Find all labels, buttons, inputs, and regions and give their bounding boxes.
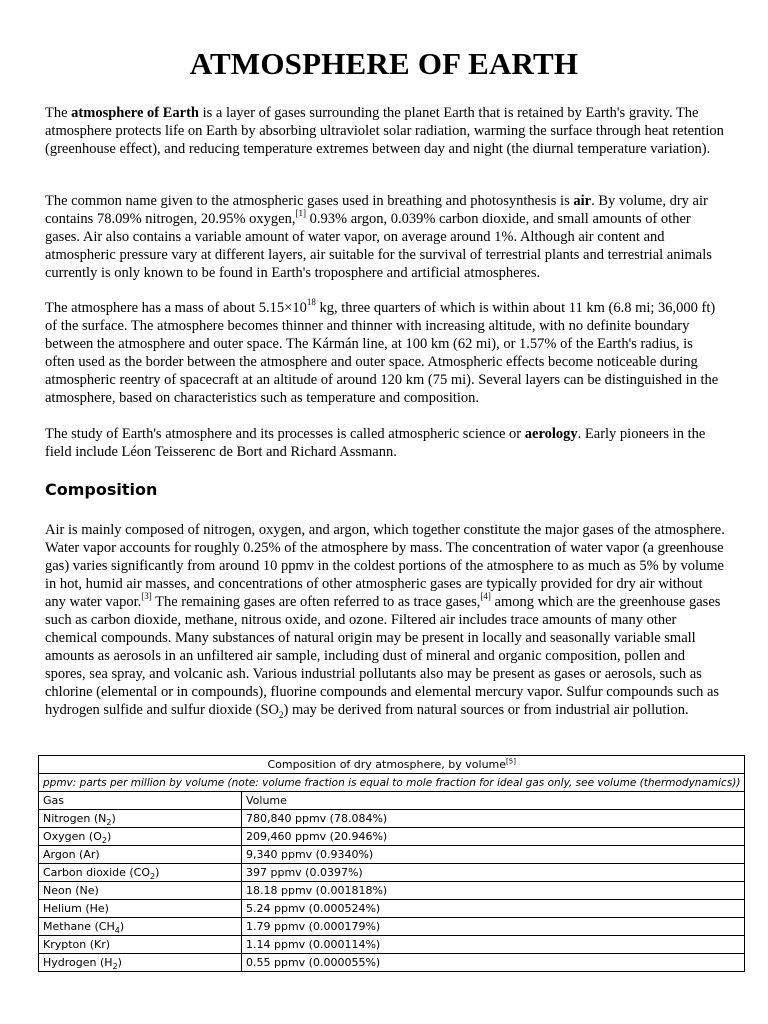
study-text-2: . Early pioneers in the field include Léon Teisserenc de Bort and Richard Assmann. <box>45 426 706 460</box>
mass-exponent: 18 <box>306 297 316 308</box>
volume-cell: 1.14 ppmv (0.000114%) <box>242 936 745 954</box>
table-body <box>39 810 745 972</box>
composition-text-3: among which are the greenhouse gases such as carbon dioxide, methane, nitrous oxide, and ozone. Filtered air includes trace amounts of many other chemical compounds. Many substances of natural origin may be present in locally and seasonally variable small amounts as aerosols in an unfiltered air sample, including dust of mineral and organic composition, pollen and spores, sea spray, and volcanic ash. Various industrial pollutants also may be present as gases or aerosols, such as chlorine (elemental or in compounds), fluorine compounds and elemental mercury vapor. Sulfur compounds such as hydrogen sulfide and sulfur dioxide (SO <box>45 594 721 718</box>
composition-paragraph <box>45 521 725 719</box>
gas-close-paren: ) <box>119 919 125 933</box>
volume-cell: 9,340 ppmv (0.9340%) <box>242 846 745 864</box>
table-caption-text: Composition of dry atmosphere, by volume <box>267 757 507 771</box>
volume-cell: 0.55 ppmv (0.000055%) <box>242 954 745 972</box>
mass-text-2: kg, three quarters of which is within about 11 km (6.8 mi; 36,000 ft) of the surface. The atmosphere becomes thinner and thinner with increasing altitude, with no definite boundary between the atmosphere and outer space. The Kármán line, at 100 km (62 mi), or 1.57% of the Earth's radius, is often used as the border between the atmosphere and outer space. Atmospheric effects become noticeable during atmospheric reentry of spacecraft at an altitude of around 120 km (75 mi). Several layers can be distinguished in the atmosphere, based on characteristics such as temperature and composition. <box>45 300 719 406</box>
volume-cell: 397 ppmv (0.0397%) <box>242 864 745 882</box>
gas-cell <box>39 828 242 846</box>
page-title: ATMOSPHERE OF EARTH <box>189 46 579 81</box>
gas-name: Carbon dioxide (CO <box>43 865 150 879</box>
volume-cell: 209,460 ppmv (20.946%) <box>242 828 745 846</box>
gas-subscript: 2 <box>150 871 156 881</box>
table-row <box>39 900 745 918</box>
air-text-1: The common name given to the atmospheric gases used in breathing and photosynthesis is <box>45 193 574 209</box>
gas-subscript: 2 <box>106 817 112 827</box>
mass-paragraph <box>45 299 725 407</box>
gas-name: Hydrogen (H <box>43 955 113 969</box>
table-note-row <box>39 774 745 792</box>
table-row <box>39 936 745 954</box>
table-row <box>39 828 745 846</box>
gas-cell <box>39 900 242 918</box>
gas-cell <box>39 810 242 828</box>
gas-cell <box>39 864 242 882</box>
gas-name: Methane (CH <box>43 919 115 933</box>
composition-text-2: The remaining gases are often referred to as trace gases, <box>151 594 481 610</box>
composition-table <box>38 755 745 972</box>
air-paragraph <box>45 192 725 282</box>
gas-close-paren: ) <box>117 955 122 969</box>
air-bold-term: air <box>573 193 592 209</box>
mass-text-1: The atmosphere has a mass of about 5.15×10 <box>45 300 307 316</box>
volume-cell: 1.79 ppmv (0.000179%) <box>242 918 745 936</box>
composition-text-4: ) may be derived from natural sources or from industrial air pollution. <box>283 702 689 718</box>
volume-cell: 18.18 ppmv (0.001818%) <box>242 882 745 900</box>
gas-cell <box>39 918 242 936</box>
table-row <box>39 918 745 936</box>
study-paragraph <box>45 425 725 461</box>
table-header-row <box>39 792 745 810</box>
gas-close-paren: ) <box>155 865 160 879</box>
composition-text-1: Air is mainly composed of nitrogen, oxygen, and argon, which together constitute the major gases of the atmosphere. Water vapor accounts for roughly 0.25% of the atmosphere by mass. The concentration of water vapor (a greenhouse gas) varies significantly from around 10 ppmv in the coldest portions of the atmosphere to as much as 5% by volume in hot, humid air masses, and concentrations of other atmospheric gases are typically provided for dry air without any water vapor. <box>45 522 725 610</box>
table-caption-row <box>39 756 745 774</box>
table-row <box>39 954 745 972</box>
gas-close-paren: ) <box>111 811 116 825</box>
table-note: ppmv: parts per million by volume (note: volume fraction is equal to mole fraction for ideal gas only, see volume (thermodynamics)) <box>39 774 745 792</box>
reference-4-link[interactable]: [4] <box>480 591 491 602</box>
gas-subscript: 2 <box>112 961 118 971</box>
gas-cell <box>39 882 242 900</box>
reference-5-link[interactable]: [5] <box>506 756 516 765</box>
gas-cell <box>39 954 242 972</box>
gas-name: Helium (He) <box>43 901 109 915</box>
gas-name: Neon (Ne) <box>43 883 99 897</box>
gas-cell <box>39 846 242 864</box>
table-row <box>39 846 745 864</box>
gas-cell <box>39 936 242 954</box>
intro-paragraph <box>45 104 725 158</box>
column-header-volume: Volume <box>242 792 745 810</box>
table-row <box>39 864 745 882</box>
composition-heading: Composition <box>45 480 158 499</box>
so2-subscript: 2 <box>278 709 284 720</box>
gas-name: Nitrogen (N <box>43 811 107 825</box>
gas-subscript: 2 <box>101 835 107 845</box>
volume-cell: 780,840 ppmv (78.084%) <box>242 810 745 828</box>
study-bold-term: aerology <box>524 426 578 442</box>
table-row <box>39 882 745 900</box>
air-text-3: 0.93% argon, 0.039% carbon dioxide, and small amounts of other gases. Air also contains a variable amount of water vapor, on average around 1%. Although air content and atmospheric pressure vary at different layers, air suitable for the survival of terrestrial plants and terrestrial animals currently is only known to be found in Earth's troposphere and artificial atmospheres. <box>45 211 712 281</box>
study-text-1: The study of Earth's atmosphere and its processes is called atmospheric science or <box>45 426 525 442</box>
volume-cell: 5.24 ppmv (0.000524%) <box>242 900 745 918</box>
gas-close-paren: ) <box>106 829 112 843</box>
intro-text-1: The <box>45 105 72 121</box>
reference-1-link[interactable]: [1] <box>295 208 306 219</box>
table-caption <box>39 756 745 774</box>
gas-name: Krypton (Kr) <box>43 937 111 951</box>
intro-bold-term: atmosphere of Earth <box>71 105 199 121</box>
intro-text-2: is a layer of gases surrounding the planet Earth that is retained by Earth's gravity. The atmosphere protects life on Earth by absorbing ultraviolet solar radiation, warming the surface through heat retention (greenhouse effect), and reducing temperature extremes between day and night (the diurnal temperature variation). <box>45 105 724 157</box>
gas-name: Oxygen (O <box>43 829 102 843</box>
air-text-2: . By volume, dry air contains 78.09% nitrogen, 20.95% oxygen, <box>45 193 708 227</box>
column-header-gas: Gas <box>39 792 242 810</box>
reference-3-link[interactable]: [3] <box>141 591 152 602</box>
table-row <box>39 810 745 828</box>
gas-name: Argon (Ar) <box>43 847 100 861</box>
gas-subscript: 4 <box>114 925 120 935</box>
